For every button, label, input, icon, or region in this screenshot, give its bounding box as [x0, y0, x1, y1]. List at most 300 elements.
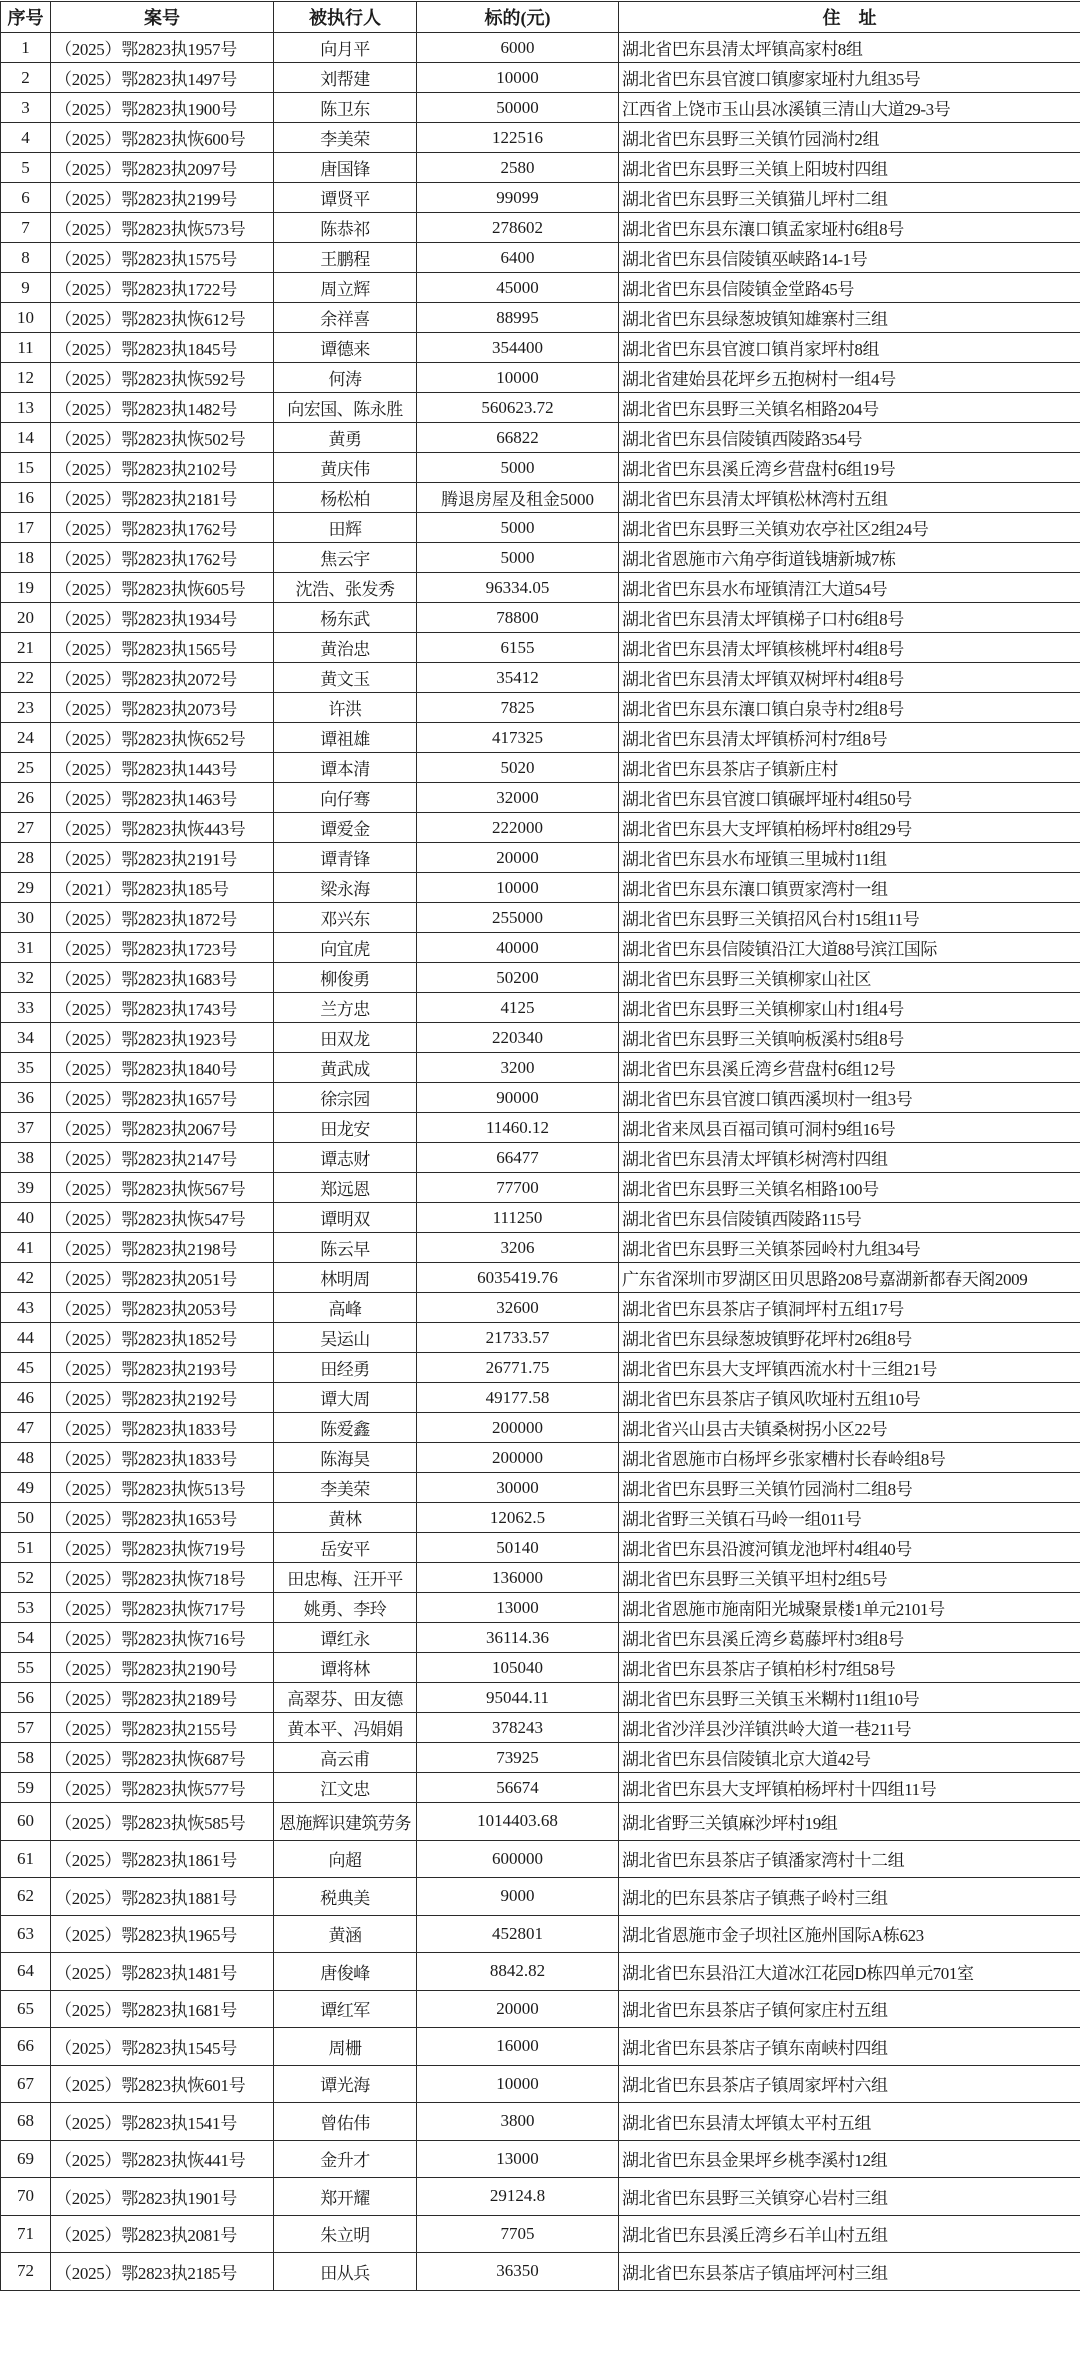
table-row: [1, 843, 1080, 873]
amount-cell: 7705: [417, 2215, 619, 2253]
amount-cell: 11460.12: [417, 1113, 619, 1143]
case-number-cell: （2025）鄂2823执2192号: [51, 1383, 274, 1413]
serial-cell: 55: [1, 1653, 51, 1683]
defendant-cell: 邓兴东: [274, 903, 417, 933]
table-row: [1, 753, 1080, 783]
defendant-cell: 向仔骞: [274, 783, 417, 813]
address-cell: 湖北省野三关镇石马岭一组011号: [619, 1503, 1080, 1533]
case-number-cell: （2025）鄂2823执恢567号: [51, 1173, 274, 1203]
amount-cell: 378243: [417, 1713, 619, 1743]
address-cell: 湖北省巴东县野三关镇柳家山社区: [619, 963, 1080, 993]
serial-cell: 16: [1, 483, 51, 513]
defendant-cell: 黄治忠: [274, 633, 417, 663]
table-row: [1, 1173, 1080, 1203]
table-row: [1, 1953, 1080, 1991]
serial-cell: 67: [1, 2065, 51, 2103]
case-number-cell: （2025）鄂2823执1481号: [51, 1953, 274, 1991]
serial-cell: 23: [1, 693, 51, 723]
case-number-cell: （2025）鄂2823执1657号: [51, 1083, 274, 1113]
defendant-cell: 谭红军: [274, 1990, 417, 2028]
address-cell: 湖北省巴东县金果坪乡桃李溪村12组: [619, 2140, 1080, 2178]
table-row: [1, 1053, 1080, 1083]
table-row: [1, 903, 1080, 933]
table-row: [1, 423, 1080, 453]
case-number-cell: （2025）鄂2823执2189号: [51, 1683, 274, 1713]
defendant-cell: 谭青锋: [274, 843, 417, 873]
amount-cell: 6155: [417, 633, 619, 663]
table-row: [1, 1878, 1080, 1916]
defendant-cell: 谭贤平: [274, 183, 417, 213]
table-row: [1, 363, 1080, 393]
serial-cell: 65: [1, 1990, 51, 2028]
defendant-cell: 向超: [274, 1840, 417, 1878]
case-number-cell: （2025）鄂2823执恢573号: [51, 213, 274, 243]
defendant-cell: 向宜虎: [274, 933, 417, 963]
address-cell: 湖北省巴东县野三关镇名相路100号: [619, 1173, 1080, 1203]
amount-cell: 6035419.76: [417, 1263, 619, 1293]
defendant-cell: 周栅: [274, 2028, 417, 2066]
serial-cell: 15: [1, 453, 51, 483]
case-number-cell: （2025）鄂2823执2198号: [51, 1233, 274, 1263]
address-cell: 湖北省恩施市金子坝社区施州国际A栋623: [619, 1915, 1080, 1953]
serial-cell: 59: [1, 1773, 51, 1803]
serial-cell: 68: [1, 2103, 51, 2141]
address-cell: 湖北省巴东县信陵镇巫峡路14-1号: [619, 243, 1080, 273]
table-row: [1, 1203, 1080, 1233]
serial-cell: 4: [1, 123, 51, 153]
amount-cell: 36114.36: [417, 1623, 619, 1653]
case-number-cell: （2025）鄂2823执1723号: [51, 933, 274, 963]
address-cell: 湖北省巴东县绿葱坡镇知雄寨村三组: [619, 303, 1080, 333]
amount-cell: 21733.57: [417, 1323, 619, 1353]
defendant-cell: 姚勇、李玲: [274, 1593, 417, 1623]
table-row: [1, 453, 1080, 483]
address-cell: 湖北省巴东县茶店子镇潘家湾村十二组: [619, 1840, 1080, 1878]
amount-cell: 20000: [417, 843, 619, 873]
table-row: [1, 2028, 1080, 2066]
table-row: [1, 1353, 1080, 1383]
table-row: [1, 1083, 1080, 1113]
case-number-cell: （2025）鄂2823执1541号: [51, 2103, 274, 2141]
case-number-cell: （2021）鄂2823执185号: [51, 873, 274, 903]
serial-cell: 21: [1, 633, 51, 663]
table-row: [1, 873, 1080, 903]
case-number-cell: （2025）鄂2823执恢605号: [51, 573, 274, 603]
case-number-cell: （2025）鄂2823执2073号: [51, 693, 274, 723]
amount-cell: 50200: [417, 963, 619, 993]
table-row: [1, 1653, 1080, 1683]
defendant-cell: 谭光海: [274, 2065, 417, 2103]
address-cell: 湖北省巴东县清太坪镇松林湾村五组: [619, 483, 1080, 513]
case-number-cell: （2025）鄂2823执1901号: [51, 2178, 274, 2216]
defendant-cell: 黄文玉: [274, 663, 417, 693]
case-number-cell: （2025）鄂2823执恢719号: [51, 1533, 274, 1563]
serial-cell: 29: [1, 873, 51, 903]
table-row: [1, 1263, 1080, 1293]
amount-cell: 10000: [417, 873, 619, 903]
amount-cell: 3200: [417, 1053, 619, 1083]
defendant-cell: 刘帮建: [274, 63, 417, 93]
defendant-cell: 何涛: [274, 363, 417, 393]
table-row: [1, 603, 1080, 633]
serial-cell: 38: [1, 1143, 51, 1173]
serial-cell: 9: [1, 273, 51, 303]
serial-cell: 3: [1, 93, 51, 123]
defendant-cell: 谭大周: [274, 1383, 417, 1413]
table-row: [1, 2215, 1080, 2253]
address-cell: 湖北省巴东县信陵镇北京大道42号: [619, 1743, 1080, 1773]
address-cell: 湖北省巴东县野三关镇玉米糊村11组10号: [619, 1683, 1080, 1713]
table-row: [1, 123, 1080, 153]
address-cell: 湖北省巴东县野三关镇招风台村15组11号: [619, 903, 1080, 933]
address-cell: 湖北省恩施市六角亭街道钱塘新城7栋: [619, 543, 1080, 573]
address-cell: 湖北省沙洋县沙洋镇洪岭大道一巷211号: [619, 1713, 1080, 1743]
serial-cell: 69: [1, 2140, 51, 2178]
defendant-cell: 杨松柏: [274, 483, 417, 513]
address-cell: 湖北省巴东县清太坪镇高家村8组: [619, 33, 1080, 63]
serial-cell: 35: [1, 1053, 51, 1083]
case-number-cell: （2025）鄂2823执恢585号: [51, 1803, 274, 1841]
table-row: [1, 513, 1080, 543]
table-row: [1, 1413, 1080, 1443]
case-number-cell: （2025）鄂2823执恢718号: [51, 1563, 274, 1593]
table-row: [1, 1803, 1080, 1841]
serial-cell: 34: [1, 1023, 51, 1053]
case-number-cell: （2025）鄂2823执1545号: [51, 2028, 274, 2066]
case-number-cell: （2025）鄂2823执恢717号: [51, 1593, 274, 1623]
defendant-cell: 恩施辉识建筑劳务: [274, 1803, 417, 1841]
amount-cell: 13000: [417, 1593, 619, 1623]
defendant-cell: 黄本平、冯娟娟: [274, 1713, 417, 1743]
table-row: [1, 243, 1080, 273]
case-number-cell: （2025）鄂2823执1681号: [51, 1990, 274, 2028]
address-cell: 湖北省巴东县官渡口镇西溪坝村一组3号: [619, 1083, 1080, 1113]
address-cell: 湖北省巴东县茶店子镇东南峡村四组: [619, 2028, 1080, 2066]
table-row: [1, 1563, 1080, 1593]
table-row: [1, 33, 1080, 63]
table-row: [1, 1323, 1080, 1353]
serial-cell: 31: [1, 933, 51, 963]
address-cell: 湖北省巴东县绿葱坡镇野花坪村26组8号: [619, 1323, 1080, 1353]
defendant-cell: 曾佑伟: [274, 2103, 417, 2141]
address-cell: 湖北省巴东县沿渡河镇龙池坪村4组40号: [619, 1533, 1080, 1563]
table-row: [1, 663, 1080, 693]
address-cell: 湖北省巴东县茶店子镇风吹垭村五组10号: [619, 1383, 1080, 1413]
table-row: [1, 483, 1080, 513]
amount-cell: 560623.72: [417, 393, 619, 423]
case-number-cell: （2025）鄂2823执2072号: [51, 663, 274, 693]
amount-cell: 32600: [417, 1293, 619, 1323]
serial-cell: 43: [1, 1293, 51, 1323]
amount-cell: 278602: [417, 213, 619, 243]
address-cell: 湖北省恩施市白杨坪乡张家槽村长春岭组8号: [619, 1443, 1080, 1473]
address-cell: 湖北省巴东县水布垭镇清江大道54号: [619, 573, 1080, 603]
amount-cell: 6400: [417, 243, 619, 273]
amount-cell: 7825: [417, 693, 619, 723]
address-cell: 湖北省巴东县东瀼口镇贾家湾村一组: [619, 873, 1080, 903]
case-number-cell: （2025）鄂2823执1482号: [51, 393, 274, 423]
serial-cell: 13: [1, 393, 51, 423]
amount-cell: 10000: [417, 2065, 619, 2103]
table-row: [1, 1383, 1080, 1413]
serial-cell: 62: [1, 1878, 51, 1916]
table-row: [1, 1023, 1080, 1053]
case-number-cell: （2025）鄂2823执1840号: [51, 1053, 274, 1083]
address-cell: 湖北省巴东县大支坪镇柏杨坪村8组29号: [619, 813, 1080, 843]
amount-cell: 32000: [417, 783, 619, 813]
case-number-cell: （2025）鄂2823执2191号: [51, 843, 274, 873]
address-cell: 湖北省巴东县野三关镇平坦村2组5号: [619, 1563, 1080, 1593]
serial-cell: 47: [1, 1413, 51, 1443]
serial-cell: 37: [1, 1113, 51, 1143]
serial-cell: 33: [1, 993, 51, 1023]
address-cell: 湖北省巴东县野三关镇上阳坡村四组: [619, 153, 1080, 183]
defendant-cell: 税典美: [274, 1878, 417, 1916]
amount-cell: 56674: [417, 1773, 619, 1803]
serial-cell: 2: [1, 63, 51, 93]
table-row: [1, 303, 1080, 333]
defendant-cell: 高峰: [274, 1293, 417, 1323]
defendant-cell: 李美荣: [274, 123, 417, 153]
serial-cell: 61: [1, 1840, 51, 1878]
amount-cell: 200000: [417, 1443, 619, 1473]
amount-cell: 36350: [417, 2253, 619, 2291]
serial-cell: 52: [1, 1563, 51, 1593]
serial-cell: 64: [1, 1953, 51, 1991]
defendant-cell: 陈恭祁: [274, 213, 417, 243]
table-row: [1, 213, 1080, 243]
address-cell: 湖北省野三关镇麻沙坪村19组: [619, 1803, 1080, 1841]
header-defendant: 被执行人: [274, 2, 417, 33]
serial-cell: 57: [1, 1713, 51, 1743]
address-cell: 湖北省巴东县东瀼口镇孟家垭村6组8号: [619, 213, 1080, 243]
defendant-cell: 高翠芬、田友德: [274, 1683, 417, 1713]
case-number-cell: （2025）鄂2823执恢600号: [51, 123, 274, 153]
table-row: [1, 783, 1080, 813]
defendant-cell: 王鹏程: [274, 243, 417, 273]
address-cell: 湖北省巴东县野三关镇劝农亭社区2组24号: [619, 513, 1080, 543]
case-number-cell: （2025）鄂2823执1923号: [51, 1023, 274, 1053]
serial-cell: 40: [1, 1203, 51, 1233]
address-cell: 湖北省巴东县溪丘湾乡营盘村6组12号: [619, 1053, 1080, 1083]
serial-cell: 25: [1, 753, 51, 783]
address-cell: 湖北省巴东县茶店子镇周家坪村六组: [619, 2065, 1080, 2103]
amount-cell: 26771.75: [417, 1353, 619, 1383]
table-row: [1, 273, 1080, 303]
defendant-cell: 谭志财: [274, 1143, 417, 1173]
amount-cell: 220340: [417, 1023, 619, 1053]
serial-cell: 12: [1, 363, 51, 393]
case-number-cell: （2025）鄂2823执1833号: [51, 1443, 274, 1473]
serial-cell: 8: [1, 243, 51, 273]
serial-cell: 48: [1, 1443, 51, 1473]
defendant-cell: 郑远恩: [274, 1173, 417, 1203]
address-cell: 湖北省巴东县野三关镇响板溪村5组8号: [619, 1023, 1080, 1053]
amount-cell: 77700: [417, 1173, 619, 1203]
amount-cell: 88995: [417, 303, 619, 333]
serial-cell: 70: [1, 2178, 51, 2216]
address-cell: 江西省上饶市玉山县冰溪镇三清山大道29-3号: [619, 93, 1080, 123]
amount-cell: 222000: [417, 813, 619, 843]
header-case-number: 案号: [51, 2, 274, 33]
address-cell: 湖北省巴东县野三关镇猫儿坪村二组: [619, 183, 1080, 213]
amount-cell: 6000: [417, 33, 619, 63]
address-cell: 湖北省巴东县大支坪镇西流水村十三组21号: [619, 1353, 1080, 1383]
defendant-cell: 谭将林: [274, 1653, 417, 1683]
address-cell: 湖北省巴东县清太坪镇核桃坪村4组8号: [619, 633, 1080, 663]
amount-cell: 50000: [417, 93, 619, 123]
amount-cell: 4125: [417, 993, 619, 1023]
amount-cell: 5020: [417, 753, 619, 783]
address-cell: 湖北省巴东县茶店子镇柏杉村7组58号: [619, 1653, 1080, 1683]
serial-cell: 39: [1, 1173, 51, 1203]
address-cell: 广东省深圳市罗湖区田贝思路208号嘉湖新都春天阁2009: [619, 1263, 1080, 1293]
address-cell: 湖北省巴东县清太坪镇双树坪村4组8号: [619, 663, 1080, 693]
defendant-cell: 梁永海: [274, 873, 417, 903]
amount-cell: 66822: [417, 423, 619, 453]
address-cell: 湖北省巴东县官渡口镇肖家坪村8组: [619, 333, 1080, 363]
table-row: [1, 2140, 1080, 2178]
amount-cell: 255000: [417, 903, 619, 933]
case-number-cell: （2025）鄂2823执恢716号: [51, 1623, 274, 1653]
defendant-cell: 田忠梅、汪开平: [274, 1563, 417, 1593]
address-cell: 湖北省巴东县官渡口镇廖家垭村九组35号: [619, 63, 1080, 93]
case-number-cell: （2025）鄂2823执2053号: [51, 1293, 274, 1323]
defendant-cell: 余祥喜: [274, 303, 417, 333]
defendant-cell: 杨东武: [274, 603, 417, 633]
address-cell: 湖北省巴东县野三关镇竹园淌村二组8号: [619, 1473, 1080, 1503]
table-row: [1, 1143, 1080, 1173]
case-number-cell: （2025）鄂2823执1722号: [51, 273, 274, 303]
defendant-cell: 谭本清: [274, 753, 417, 783]
amount-cell: 417325: [417, 723, 619, 753]
amount-cell: 452801: [417, 1915, 619, 1953]
address-cell: 湖北省巴东县野三关镇柳家山村1组4号: [619, 993, 1080, 1023]
address-cell: 湖北省建始县花坪乡五抱树村一组4号: [619, 363, 1080, 393]
serial-cell: 63: [1, 1915, 51, 1953]
amount-cell: 16000: [417, 2028, 619, 2066]
serial-cell: 50: [1, 1503, 51, 1533]
amount-cell: 50140: [417, 1533, 619, 1563]
amount-cell: 111250: [417, 1203, 619, 1233]
table-header-row: [1, 2, 1080, 33]
table-row: [1, 63, 1080, 93]
table-row: [1, 1593, 1080, 1623]
address-cell: 湖北省巴东县清太坪镇太平村五组: [619, 2103, 1080, 2141]
table-row: [1, 723, 1080, 753]
amount-cell: 354400: [417, 333, 619, 363]
header-address: 住 址: [619, 2, 1080, 33]
defendant-cell: 田双龙: [274, 1023, 417, 1053]
defendant-cell: 谭明双: [274, 1203, 417, 1233]
address-cell: 湖北省巴东县信陵镇西陵路115号: [619, 1203, 1080, 1233]
defendant-cell: 郑开耀: [274, 2178, 417, 2216]
amount-cell: 95044.11: [417, 1683, 619, 1713]
defendant-cell: 江文忠: [274, 1773, 417, 1803]
case-number-cell: （2025）鄂2823执2097号: [51, 153, 274, 183]
address-cell: 湖北省巴东县沿江大道冰江花园D栋四单元701室: [619, 1953, 1080, 1991]
address-cell: 湖北省巴东县茶店子镇何家庄村五组: [619, 1990, 1080, 2028]
defendant-cell: 焦云宇: [274, 543, 417, 573]
defendant-cell: 田辉: [274, 513, 417, 543]
case-number-cell: （2025）鄂2823执2081号: [51, 2215, 274, 2253]
defendant-cell: 田龙安: [274, 1113, 417, 1143]
defendant-cell: 谭祖雄: [274, 723, 417, 753]
address-cell: 湖北省巴东县信陵镇沿江大道88号滨江国际: [619, 933, 1080, 963]
case-number-cell: （2025）鄂2823执恢513号: [51, 1473, 274, 1503]
table-row: [1, 1113, 1080, 1143]
address-cell: 湖北省巴东县溪丘湾乡营盘村6组19号: [619, 453, 1080, 483]
case-number-cell: （2025）鄂2823执1653号: [51, 1503, 274, 1533]
table-row: [1, 2178, 1080, 2216]
defendant-cell: 许洪: [274, 693, 417, 723]
case-number-cell: （2025）鄂2823执1957号: [51, 33, 274, 63]
case-number-cell: （2025）鄂2823执1683号: [51, 963, 274, 993]
table-row: [1, 2253, 1080, 2291]
address-cell: 湖北省巴东县野三关镇竹园淌村2组: [619, 123, 1080, 153]
amount-cell: 2580: [417, 153, 619, 183]
serial-cell: 45: [1, 1353, 51, 1383]
table-row: [1, 2065, 1080, 2103]
table-row: [1, 993, 1080, 1023]
case-number-cell: （2025）鄂2823执2051号: [51, 1263, 274, 1293]
case-number-cell: （2025）鄂2823执1845号: [51, 333, 274, 363]
serial-cell: 71: [1, 2215, 51, 2253]
case-number-cell: （2025）鄂2823执1443号: [51, 753, 274, 783]
table-row: [1, 1503, 1080, 1533]
case-number-cell: （2025）鄂2823执1762号: [51, 543, 274, 573]
defendant-cell: 唐国锋: [274, 153, 417, 183]
defendant-cell: 谭爱金: [274, 813, 417, 843]
case-number-cell: （2025）鄂2823执1861号: [51, 1840, 274, 1878]
serial-cell: 6: [1, 183, 51, 213]
case-number-cell: （2025）鄂2823执恢612号: [51, 303, 274, 333]
address-cell: 湖北省巴东县茶店子镇庙坪河村三组: [619, 2253, 1080, 2291]
table-row: [1, 1683, 1080, 1713]
defendant-cell: 金升才: [274, 2140, 417, 2178]
address-cell: 湖北省巴东县野三关镇茶园岭村九组34号: [619, 1233, 1080, 1263]
table-row: [1, 153, 1080, 183]
serial-cell: 46: [1, 1383, 51, 1413]
defendant-cell: 柳俊勇: [274, 963, 417, 993]
table-row: [1, 813, 1080, 843]
serial-cell: 17: [1, 513, 51, 543]
defendant-cell: 陈海昊: [274, 1443, 417, 1473]
amount-cell: 40000: [417, 933, 619, 963]
case-number-cell: （2025）鄂2823执1743号: [51, 993, 274, 1023]
case-number-cell: （2025）鄂2823执恢441号: [51, 2140, 274, 2178]
serial-cell: 72: [1, 2253, 51, 2291]
case-number-cell: （2025）鄂2823执1934号: [51, 603, 274, 633]
table-row: [1, 1443, 1080, 1473]
case-number-cell: （2025）鄂2823执恢547号: [51, 1203, 274, 1233]
address-cell: 湖北省巴东县茶店子镇洞坪村五组17号: [619, 1293, 1080, 1323]
amount-cell: 12062.5: [417, 1503, 619, 1533]
address-cell: 湖北省巴东县野三关镇穿心岩村三组: [619, 2178, 1080, 2216]
address-cell: 湖北省巴东县茶店子镇新庄村: [619, 753, 1080, 783]
defendant-cell: 黄林: [274, 1503, 417, 1533]
address-cell: 湖北省巴东县官渡口镇碾坪垭村4组50号: [619, 783, 1080, 813]
case-number-cell: （2025）鄂2823执1497号: [51, 63, 274, 93]
amount-cell: 122516: [417, 123, 619, 153]
serial-cell: 10: [1, 303, 51, 333]
table-row: [1, 573, 1080, 603]
address-cell: 湖北省巴东县清太坪镇桥河村7组8号: [619, 723, 1080, 753]
amount-cell: 9000: [417, 1878, 619, 1916]
amount-cell: 99099: [417, 183, 619, 213]
table-row: [1, 1915, 1080, 1953]
case-number-cell: （2025）鄂2823执2067号: [51, 1113, 274, 1143]
